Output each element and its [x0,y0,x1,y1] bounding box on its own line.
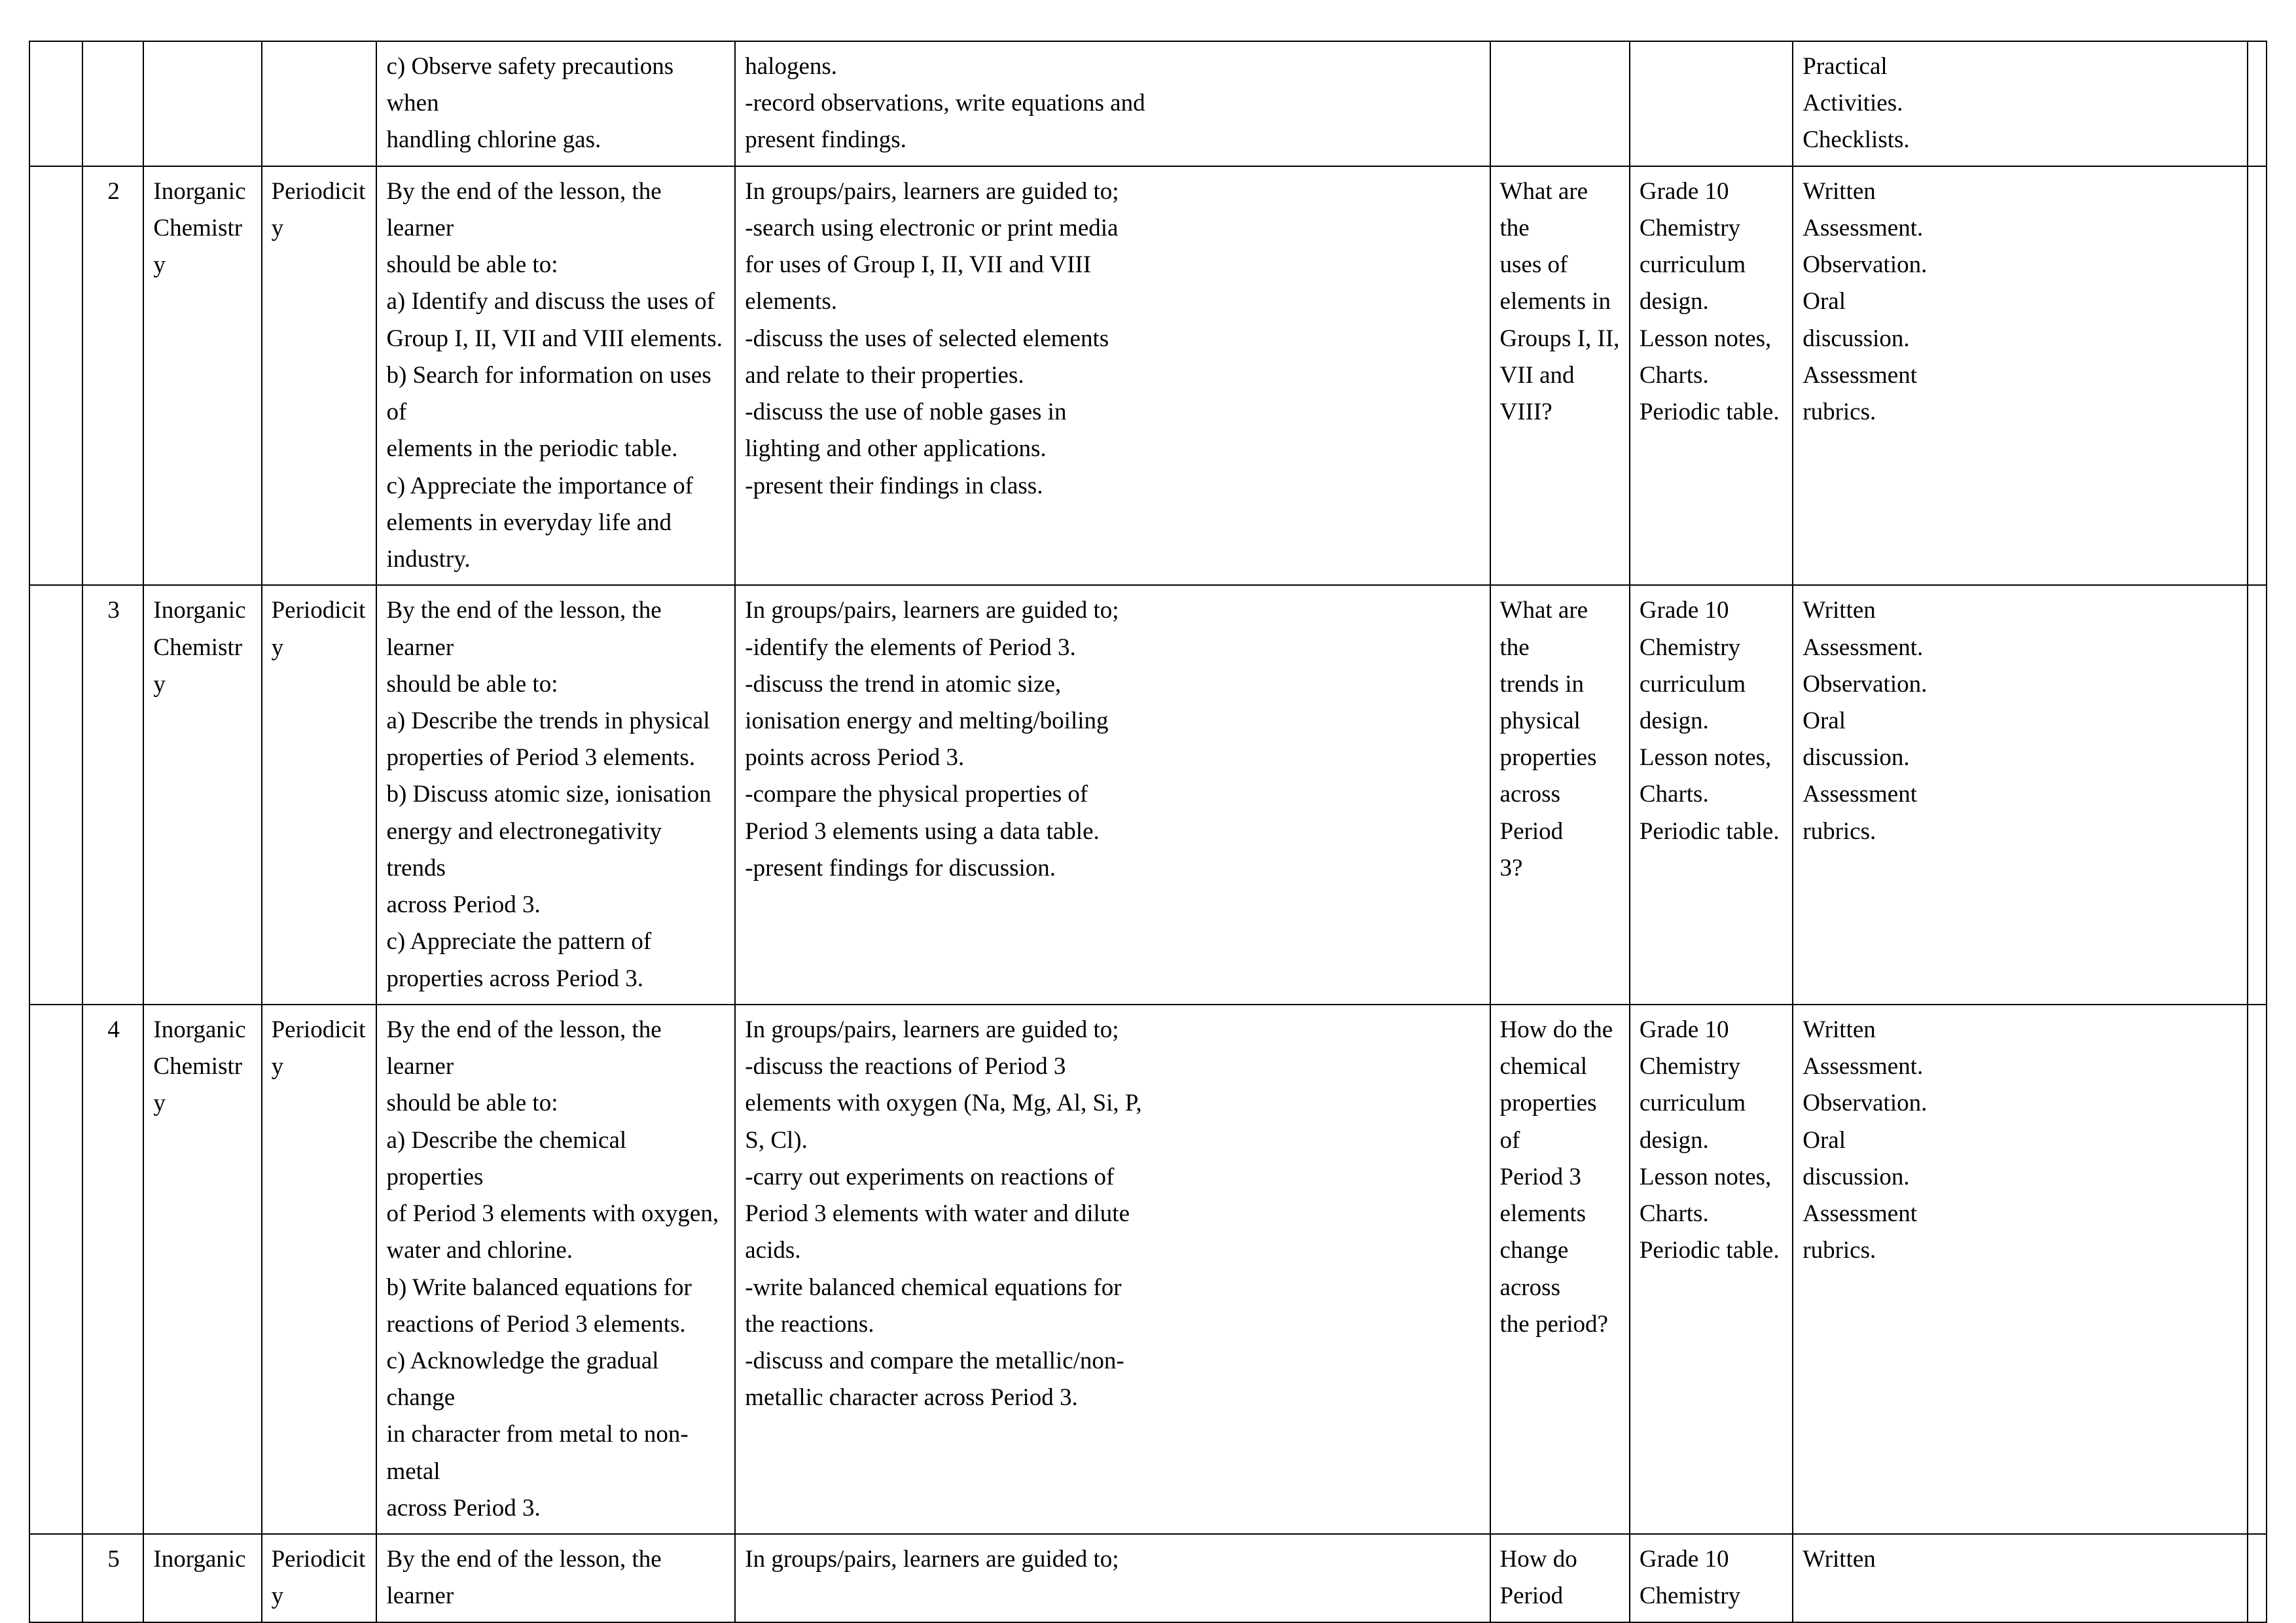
text-line: energy and electronegativity trends [386,817,668,882]
table-body [29,41,2267,1622]
text-line: Period 3 elements with water and dilute [745,1200,1130,1228]
cell-sub-strand [262,585,377,1005]
cell-learning-outcomes-text [386,48,726,159]
text-line: discussion. [1803,1163,1910,1190]
text-line: -record observations, write equations and [745,90,1145,117]
cell-lesson-number-text: 3 [107,597,120,624]
text-line: curriculum design. [1639,670,1752,734]
text-line: -discuss and compare the metallic/non- [745,1347,1124,1374]
text-line: How do Period [1499,1546,1583,1610]
text-line: Observation. [1803,251,1928,279]
text-line: What are the [1499,177,1594,241]
cell-strand-text: Inorganic Chemistry [153,177,252,279]
cell-lesson-number [82,585,144,1005]
cell-sub-strand-text: Periodicity [271,597,366,661]
text-line: across Period [1499,781,1567,845]
cell-lesson-number [82,1005,144,1534]
text-line: uses of [1499,251,1568,279]
text-line: Assessment. [1803,633,1924,661]
text-line: elements in the periodic table. [386,435,678,463]
cell-sub-strand-text: Periodicity [271,1546,366,1610]
cell-key-inquiry-question-text [1500,1541,1621,1614]
text-line: In groups/pairs, learners are guided to; [745,1016,1119,1043]
cell-learning-resources [1630,1005,1793,1534]
text-line: By the end of the lesson, the learner [386,177,668,241]
text-line: Written [1803,177,1876,205]
cell-learning-outcomes-text [386,173,726,579]
text-line: rubrics. [1803,817,1876,845]
text-line: ionisation energy and melting/boiling [745,707,1109,734]
text-line: Charts. [1639,781,1709,808]
text-line: points across Period 3. [745,744,965,772]
text-line: Periodic table. [1639,817,1780,845]
text-line: across Period 3. [386,1494,541,1522]
text-line: In groups/pairs, learners are guided to; [745,177,1119,205]
cell-strand [143,585,261,1005]
text-line: c) Acknowledge the gradual change [386,1347,665,1412]
text-line: elements with oxygen (Na, Mg, Al, Si, P, [745,1090,1142,1117]
text-line: -compare the physical properties of [745,781,1088,808]
text-line: lighting and other applications. [745,435,1047,463]
table-row [29,585,2267,1005]
text-line: Grade 10 Chemistry [1639,597,1741,661]
text-line: By the end of the lesson, the learner [386,1546,668,1610]
cell-learning-experiences-text [745,173,1481,505]
text-line: curriculum design. [1639,1090,1752,1154]
cell-reflection [2248,585,2267,1005]
text-line: Activities. [1803,90,1903,117]
cell-learning-resources-text [1640,1541,1784,1614]
text-line: c) Observe safety precautions when [386,53,680,117]
text-line: Oral [1803,288,1846,315]
cell-assessment-methods [1793,41,2248,166]
text-line: Period 3 elements using a data table. [745,817,1100,845]
text-line: should be able to: [386,670,558,698]
cell-lesson-number [82,41,144,166]
cell-assessment-methods [1793,1005,2248,1534]
text-line: curriculum design. [1639,251,1752,315]
cell-key-inquiry-question-text [1500,1012,1621,1343]
cell-week [29,41,82,166]
text-line: b) Write balanced equations for [386,1274,692,1301]
cell-learning-outcomes-text [386,1012,726,1527]
cell-assessment-methods-text [1803,1012,2239,1270]
text-line: -present their findings in class. [745,472,1043,499]
cell-learning-experiences [735,585,1490,1005]
text-line: By the end of the lesson, the learner [386,1016,668,1080]
text-line: VII and VIII? [1499,361,1581,426]
cell-learning-experiences-text [745,1541,1481,1578]
text-line: Lesson notes, [1639,744,1772,772]
cell-key-inquiry-question-text [1500,592,1621,887]
cell-key-inquiry-question [1490,41,1630,166]
table-row [29,1005,2267,1534]
text-line: reactions of Period 3 elements. [386,1310,686,1338]
text-line: 3? [1499,854,1523,882]
text-line: Observation. [1803,1090,1928,1117]
cell-strand-text: Inorganic [153,1546,246,1573]
text-line: rubrics. [1803,399,1876,426]
cell-learning-experiences [735,166,1490,586]
text-line: Oral [1803,707,1846,734]
text-line: Periodic table. [1639,1237,1780,1264]
text-line: Assessment. [1803,214,1924,241]
cell-learning-outcomes [376,41,735,166]
cell-assessment-methods-text [1803,1541,2239,1578]
cell-strand [143,166,261,586]
cell-reflection [2248,41,2267,166]
text-line: Written [1803,597,1876,624]
cell-learning-resources-text [1640,173,1784,431]
table-row [29,1534,2267,1622]
cell-assessment-methods [1793,585,2248,1005]
cell-key-inquiry-question [1490,166,1630,586]
text-line: change across [1499,1237,1575,1301]
text-line: should be able to: [386,251,558,279]
text-line: physical [1499,707,1581,734]
cell-week [29,166,82,586]
cell-sub-strand [262,1534,377,1622]
cell-lesson-number [82,166,144,586]
text-line: By the end of the lesson, the learner [386,597,668,661]
text-line: a) Describe the chemical properties [386,1126,633,1190]
cell-sub-strand-text: Periodicity [271,1016,366,1080]
text-line: How do the [1499,1016,1613,1043]
table-row [29,166,2267,586]
text-line: the period? [1499,1310,1608,1338]
text-line: a) Describe the trends in physical [386,707,710,734]
text-line: b) Search for information on uses of [386,361,717,426]
cell-learning-experiences [735,1005,1490,1534]
text-line: in character from metal to non-metal [386,1421,689,1485]
cell-learning-outcomes [376,166,735,586]
text-line: Lesson notes, [1639,325,1772,352]
cell-reflection [2248,166,2267,586]
text-line: present findings. [745,126,906,154]
cell-key-inquiry-question [1490,1005,1630,1534]
text-line: Assessment [1803,781,1917,808]
text-line: and relate to their properties. [745,361,1024,389]
cell-strand [143,41,261,166]
text-line: In groups/pairs, learners are guided to; [745,1546,1119,1573]
text-line: -search using electronic or print media [745,214,1119,241]
text-line: Period 3 [1499,1163,1581,1190]
text-line: discussion. [1803,325,1910,352]
cell-assessment-methods-text [1803,48,2239,159]
text-line: -identify the elements of Period 3. [745,633,1076,661]
text-line: Lesson notes, [1639,1163,1772,1190]
text-line: trends in [1499,670,1584,698]
cell-learning-resources-text [1640,592,1784,850]
cell-learning-resources-text [1640,1012,1784,1270]
text-line: elements. [745,288,838,315]
cell-lesson-number-text: 5 [107,1546,120,1573]
cell-week [29,1534,82,1622]
text-line: Written [1803,1016,1876,1043]
table-row [29,41,2267,166]
cell-reflection [2248,1005,2267,1534]
text-line: Charts. [1639,1200,1709,1228]
cell-learning-outcomes [376,1005,735,1534]
text-line: Grade 10 Chemistry [1639,1016,1741,1080]
text-line: -write balanced chemical equations for [745,1274,1122,1301]
text-line: properties across Period 3. [386,965,643,992]
text-line: halogens. [745,53,838,80]
text-line: for uses of Group I, II, VII and VIII [745,251,1092,279]
text-line: properties of Period 3 elements. [386,744,696,772]
cell-week [29,1005,82,1534]
text-line: -discuss the uses of selected elements [745,325,1109,352]
text-line: -discuss the trend in atomic size, [745,670,1062,698]
text-line: Assessment [1803,1200,1917,1228]
cell-assessment-methods-text [1803,592,2239,850]
cell-learning-outcomes [376,1534,735,1622]
cell-key-inquiry-question [1490,585,1630,1005]
text-line: What are the [1499,597,1594,661]
cell-strand [143,1005,261,1534]
text-line: properties [1499,744,1597,772]
cell-learning-resources [1630,585,1793,1005]
cell-lesson-number-text: 4 [107,1016,120,1043]
text-line: elements in everyday life and [386,508,672,536]
text-line: Practical [1803,53,1888,80]
text-line: Grade 10 Chemistry [1639,1546,1741,1610]
cell-lesson-number [82,1534,144,1622]
cell-learning-experiences-text [745,1012,1481,1417]
cell-strand-text: Inorganic Chemistry [153,597,252,698]
cell-learning-resources [1630,1534,1793,1622]
cell-learning-experiences-text [745,592,1481,887]
text-line: Checklists. [1803,126,1910,154]
text-line: water and chlorine. [386,1237,573,1264]
text-line: industry. [386,546,471,573]
text-line: rubrics. [1803,1237,1876,1264]
scheme-of-work-table [29,41,2267,1623]
text-line: chemical [1499,1053,1588,1080]
text-line: handling chlorine gas. [386,126,601,154]
text-line: Charts. [1639,361,1709,389]
text-line: discussion. [1803,744,1910,772]
text-line: the reactions. [745,1310,874,1338]
text-line: should be able to: [386,1090,558,1117]
text-line: metallic character across Period 3. [745,1384,1078,1412]
cell-learning-outcomes-text [386,592,726,997]
text-line: of Period 3 elements with oxygen, [386,1200,719,1228]
cell-strand-text: Inorganic Chemistry [153,1016,252,1117]
cell-learning-experiences [735,1534,1490,1622]
text-line: Observation. [1803,670,1928,698]
text-line: Assessment. [1803,1053,1924,1080]
cell-key-inquiry-question [1490,1534,1630,1622]
text-line: Written [1803,1546,1876,1573]
text-line: In groups/pairs, learners are guided to; [745,597,1119,624]
cell-sub-strand [262,1005,377,1534]
cell-learning-resources [1630,41,1793,166]
text-line: elements in [1499,288,1611,315]
text-line: S, Cl). [745,1126,808,1154]
cell-assessment-methods [1793,166,2248,586]
cell-sub-strand [262,41,377,166]
text-line: a) Identify and discuss the uses of [386,288,715,315]
text-line: Group I, II, VII and VIII elements. [386,325,723,352]
cell-learning-outcomes-text [386,1541,726,1614]
text-line: c) Appreciate the importance of [386,472,693,499]
text-line: Groups I, II, [1499,325,1620,352]
cell-sub-strand [262,166,377,586]
text-line: -carry out experiments on reactions of [745,1163,1115,1190]
text-line: Grade 10 Chemistry [1639,177,1741,241]
cell-strand [143,1534,261,1622]
cell-learning-outcomes [376,585,735,1005]
text-line: -present findings for discussion. [745,854,1056,882]
cell-week [29,585,82,1005]
cell-learning-experiences [735,41,1490,166]
text-line: elements [1499,1200,1587,1228]
text-line: -discuss the reactions of Period 3 [745,1053,1066,1080]
cell-key-inquiry-question-text [1500,173,1621,431]
text-line: Oral [1803,1126,1846,1154]
cell-learning-resources [1630,166,1793,586]
cell-learning-experiences-text [745,48,1481,159]
text-line: Assessment [1803,361,1917,389]
cell-assessment-methods-text [1803,173,2239,431]
text-line: properties of [1499,1090,1603,1154]
text-line: acids. [745,1237,801,1264]
cell-assessment-methods [1793,1534,2248,1622]
text-line: c) Appreciate the pattern of [386,928,652,955]
cell-sub-strand-text: Periodicity [271,177,366,241]
text-line: -discuss the use of noble gases in [745,399,1067,426]
text-line: b) Discuss atomic size, ionisation [386,781,711,808]
text-line: across Period 3. [386,891,541,919]
cell-lesson-number-text: 2 [107,177,120,205]
text-line: Periodic table. [1639,399,1780,426]
cell-reflection [2248,1534,2267,1622]
